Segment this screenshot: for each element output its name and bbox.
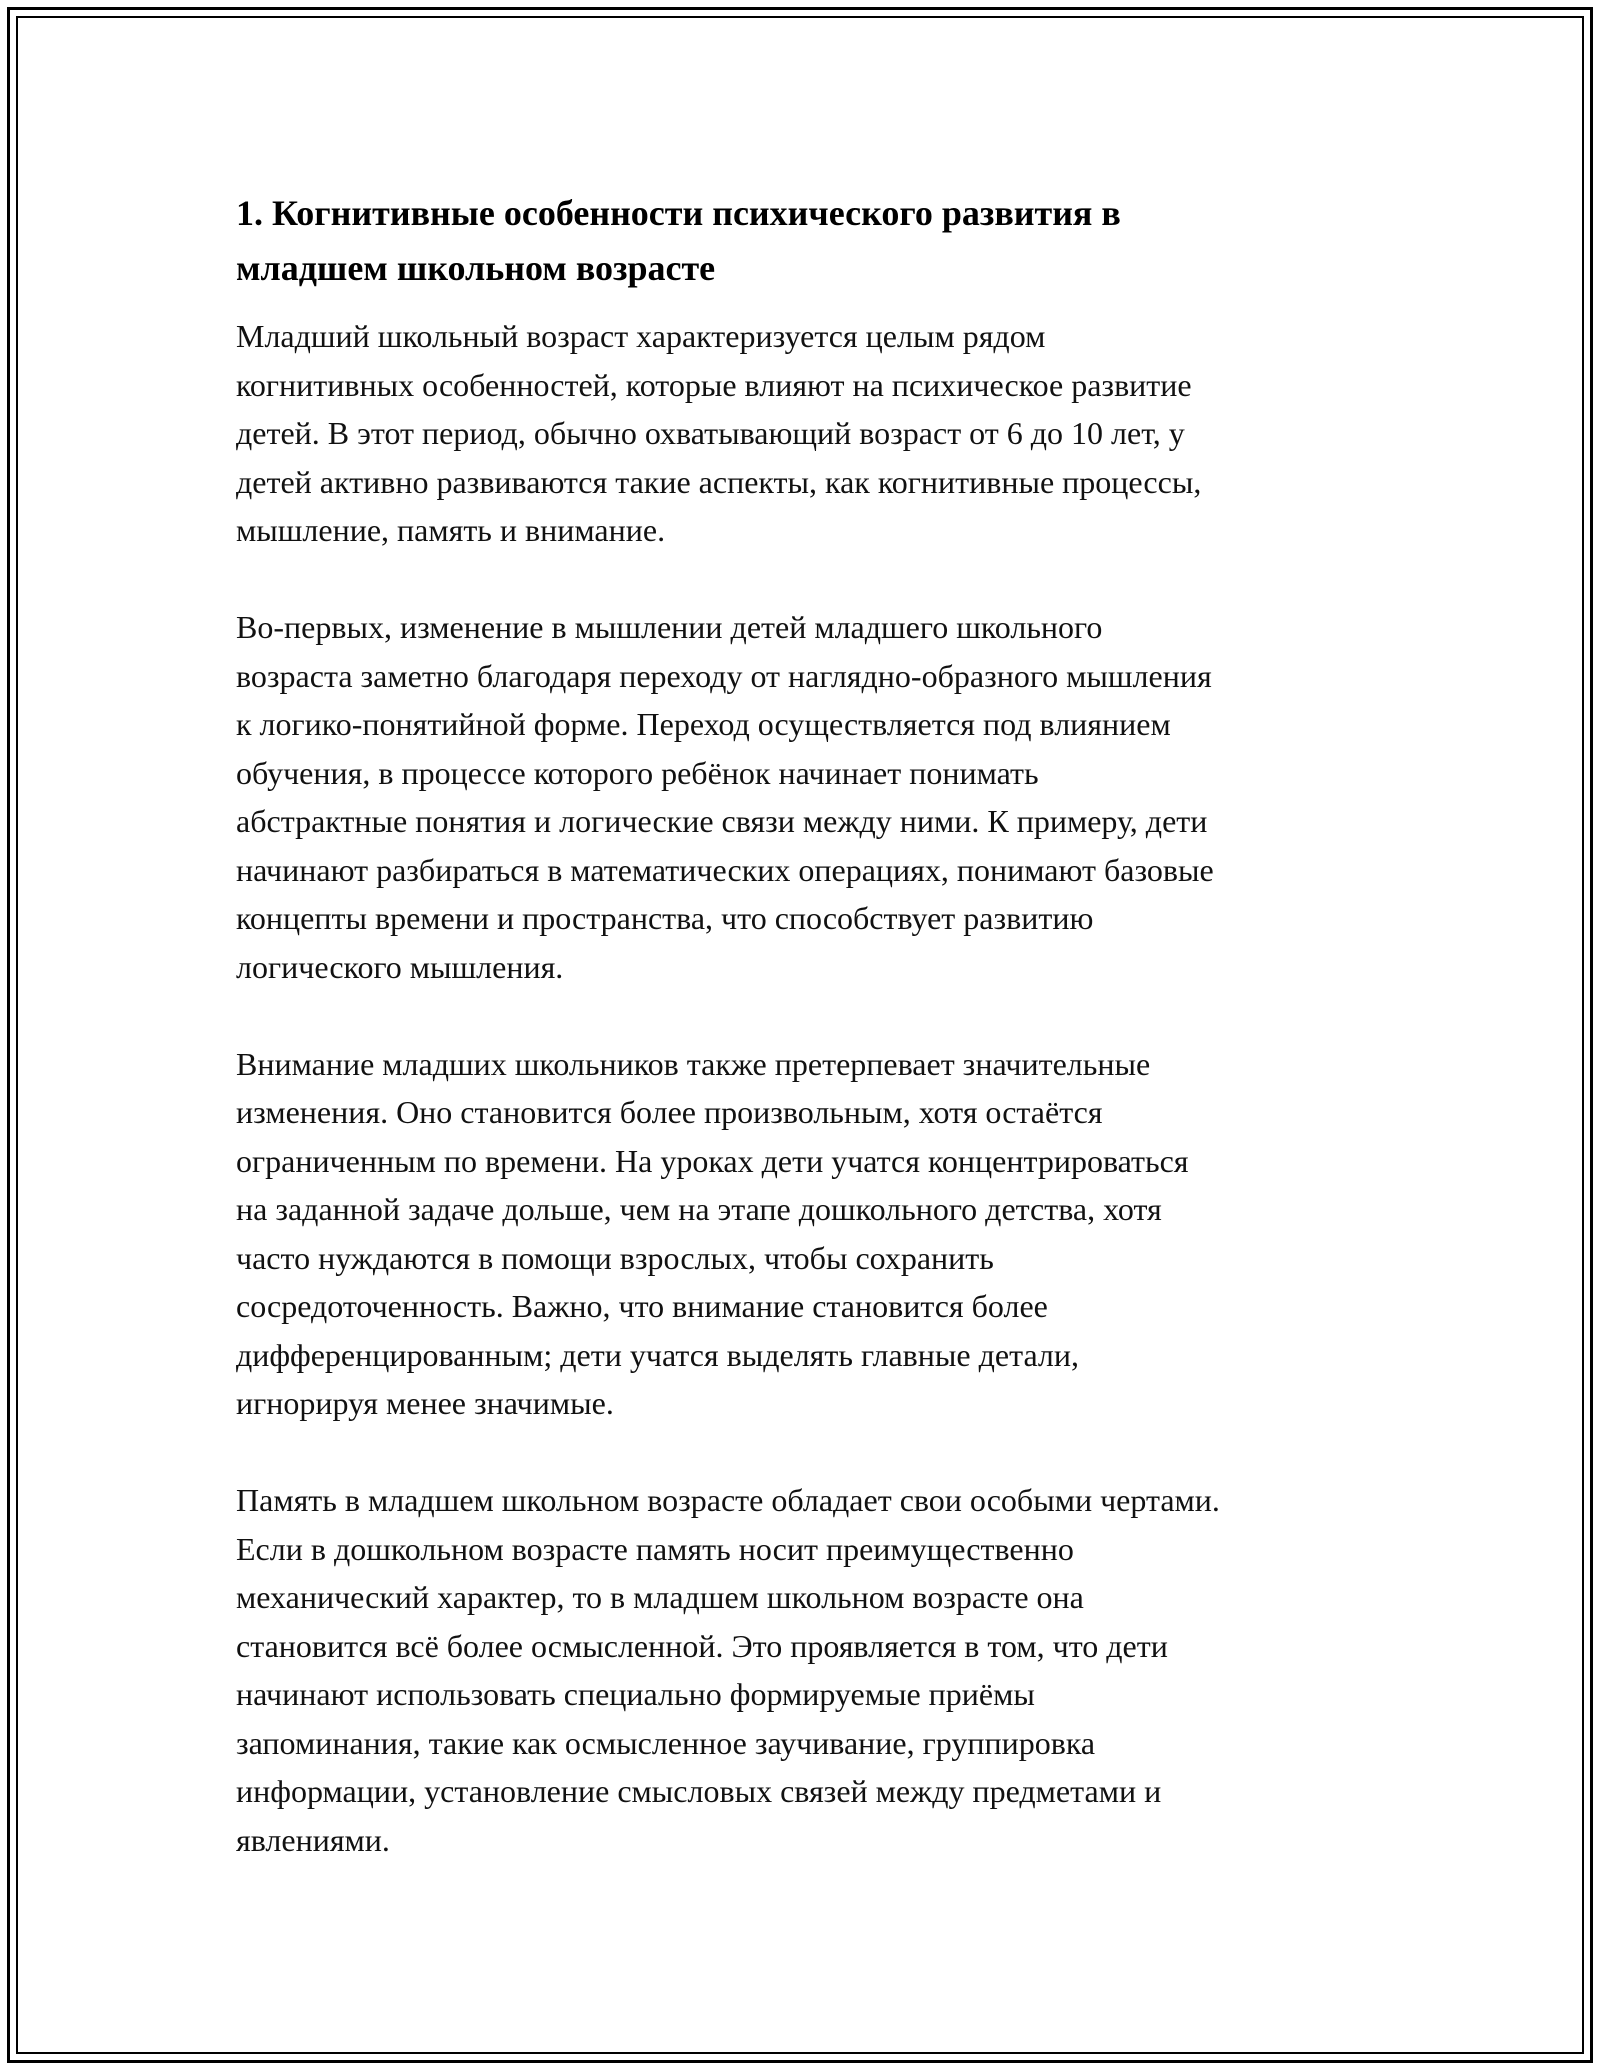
paragraph-line: сосредоточенность. Важно, что внимание становится более (236, 1288, 1048, 1324)
paragraph-line: детей активно развиваются такие аспекты, как когнитивные процессы, (236, 463, 1202, 500)
paragraph-line: к логико-понятийной форме. Переход осуществляется под влиянием (236, 706, 1171, 742)
paragraph-line: начинают использовать специально формируемые приёмы (236, 1676, 1035, 1712)
paragraph-line: часто нуждаются в помощи взрослых, чтобы сохранить (236, 1239, 994, 1276)
paragraph-line: возраста заметно благодаря переходу от наглядно-образного мышления (236, 657, 1212, 694)
paragraph-line: дифференцированным; дети учатся выделять главные детали, (236, 1336, 1080, 1373)
paragraph-line: мышление, память и внимание. (236, 512, 666, 548)
paragraph-line: обучения, в процессе которого ребёнок начинает понимать (236, 754, 1039, 791)
section-title-line: младшем школьном возрасте (236, 248, 716, 288)
section-title (236, 186, 1376, 296)
paragraph-line: концепты времени и пространства, что способствует развитию (236, 900, 1094, 936)
body-paragraph (236, 312, 1376, 555)
paragraph-line: изменения. Оно становится более произвольным, хотя остаётся (236, 1094, 1103, 1130)
paragraph-line: Если в дошкольном возрасте память носит преимущественно (236, 1530, 1074, 1567)
paragraph-line: начинают разбираться в математических операциях, понимают базовые (236, 851, 1214, 888)
paragraph-line: на заданной задаче дольше, чем на этапе дошкольного детства, хотя (236, 1191, 1162, 1227)
paragraph-line: Внимание младших школьников также претерпевает значительные (236, 1045, 1151, 1082)
paragraph-line: Память в младшем школьном возрасте обладает свои особыми чертами. (236, 1482, 1220, 1518)
paragraph-list (236, 312, 1376, 1864)
paragraph-line: информации, установление смысловых связей между предметами и (236, 1773, 1162, 1809)
paragraph-line: Младший школьный возраст характеризуется целым рядом (236, 318, 1046, 354)
paragraph-line: становится всё более осмысленной. Это проявляется в том, что дети (236, 1627, 1168, 1664)
paragraph-line: когнитивных особенностей, которые влияют на психическое развитие (236, 366, 1192, 403)
body-paragraph (236, 1476, 1376, 1864)
paragraph-line: абстрактные понятия и логические связи между ними. К примеру, дети (236, 803, 1208, 839)
paragraph-line: запоминания, такие как осмысленное заучивание, группировка (236, 1724, 1096, 1761)
paragraph-line: детей. В этот период, обычно охватывающий возраст от 6 до 10 лет, у (236, 415, 1185, 451)
body-paragraph (236, 603, 1376, 991)
paragraph-line: игнорируя менее значимые. (236, 1385, 614, 1421)
body-paragraph (236, 1040, 1376, 1428)
paragraph-line: явлениями. (236, 1821, 390, 1858)
paragraph-line: ограниченным по времени. На уроках дети учатся концентрироваться (236, 1142, 1189, 1179)
section-title-line: 1. Когнитивные особенности психического развития в (236, 193, 1121, 233)
paragraph-line: логического мышления. (236, 948, 564, 985)
paragraph-line: Во-первых, изменение в мышлении детей младшего школьного (236, 609, 1103, 645)
document-body (236, 186, 1376, 1864)
paragraph-line: механический характер, то в младшем школьном возрасте она (236, 1579, 1084, 1615)
